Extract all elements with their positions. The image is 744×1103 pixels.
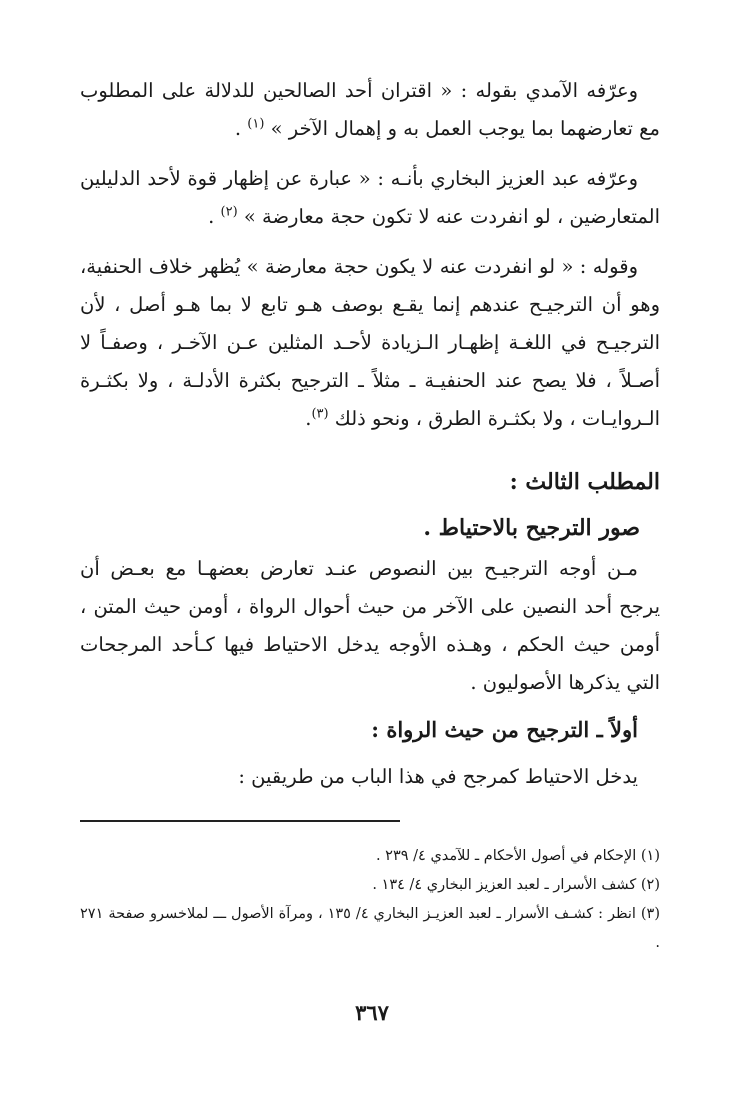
intro-line: يدخل الاحتياط كمرجح في هذا الباب من طريقين : bbox=[238, 765, 638, 788]
footnote-divider bbox=[80, 820, 400, 822]
paragraph-text: وعرّفه عبد العزيز البخاري بأنـه : « عبارة عن إظهار قوة لأحد الدليلين المتعارضين ، لو انفردت عنه لا تكون حجة معارضة » bbox=[80, 167, 660, 228]
paragraph-end-mark: . bbox=[234, 117, 242, 140]
section-title: صور الترجيح بالاحتياط . bbox=[423, 515, 640, 541]
footnote-3: (٣) انظر : كشـف الأسرار ـ لعبد العزيـز البخاري ٤/ ١٣٥ ، ومرآة الأصول ـــ لملاخسرو صفحة ٢٧١ . bbox=[80, 906, 660, 951]
paragraph-end-mark: . bbox=[208, 205, 215, 228]
paragraph-text: وقوله : « لو انفردت عنه لا يكون حجة معارضة » يُظهر خلاف الحنفية، وهو أن الترجيـح عندهم إنما يقـع بوصف هـو تابع لا بما هـو أصل ، لأن الترجيـح في اللغـة إظهـار الـزيادة لأحـد المثلين عـن الآخـر ، وصفـاً لا أصـلاً ، فلا يصح عند الحنفيـة ـ مثلاً ـ الترجيح بكثرة الأدلـة ، ولا بكثـرة الـروايـات ، ولا بكثـرة الطرق ، ونحو ذلك bbox=[80, 255, 660, 430]
footnote-ref-1[interactable]: (١) bbox=[247, 116, 265, 132]
section-label: المطلب الثالث : bbox=[509, 469, 660, 495]
footnote-ref-3[interactable]: (٣) bbox=[311, 406, 329, 422]
paragraph-amidi-definition bbox=[80, 72, 660, 148]
paragraph-bukhari-definition bbox=[80, 160, 660, 236]
page-number: ٣٦٧ bbox=[355, 1000, 389, 1025]
footnotes bbox=[80, 842, 660, 958]
paragraph-end-mark: . bbox=[305, 407, 312, 430]
subheading-narrators: أولاً ـ الترجيح من حيث الرواة : bbox=[371, 717, 638, 742]
paragraph-text: وعرّفه الآمدي بقوله : « اقتران أحد الصالحين للدلالة على المطلوب مع تعارضهما بما يوجب العمل به و إهمال الآخر » bbox=[80, 79, 660, 140]
footnote-1: (١) الإحكام في أصول الأحكام ـ للآمدي ٤/ ٢٣٩ . bbox=[375, 848, 660, 864]
section-intro-paragraph: مـن أوجه الترجيـح بين النصوص عنـد تعارض بعضهـا مع بعـض أن يرجح أحد النصين على الآخر من حيث أحوال الرواة ، أومن حيث المتن ، أومن حيث الحكم ، وهـذه الأوجه يدخل الاحتياط فيها كـأحد المرجحات التي يذكرها الأصوليون . bbox=[80, 557, 660, 694]
footnote-2: (٢) كشف الأسرار ـ لعبد العزيز البخاري ٤/ ١٣٤ . bbox=[372, 877, 660, 893]
footnote-ref-2[interactable]: (٢) bbox=[220, 204, 238, 220]
paragraph-hanafi-view bbox=[80, 248, 660, 438]
